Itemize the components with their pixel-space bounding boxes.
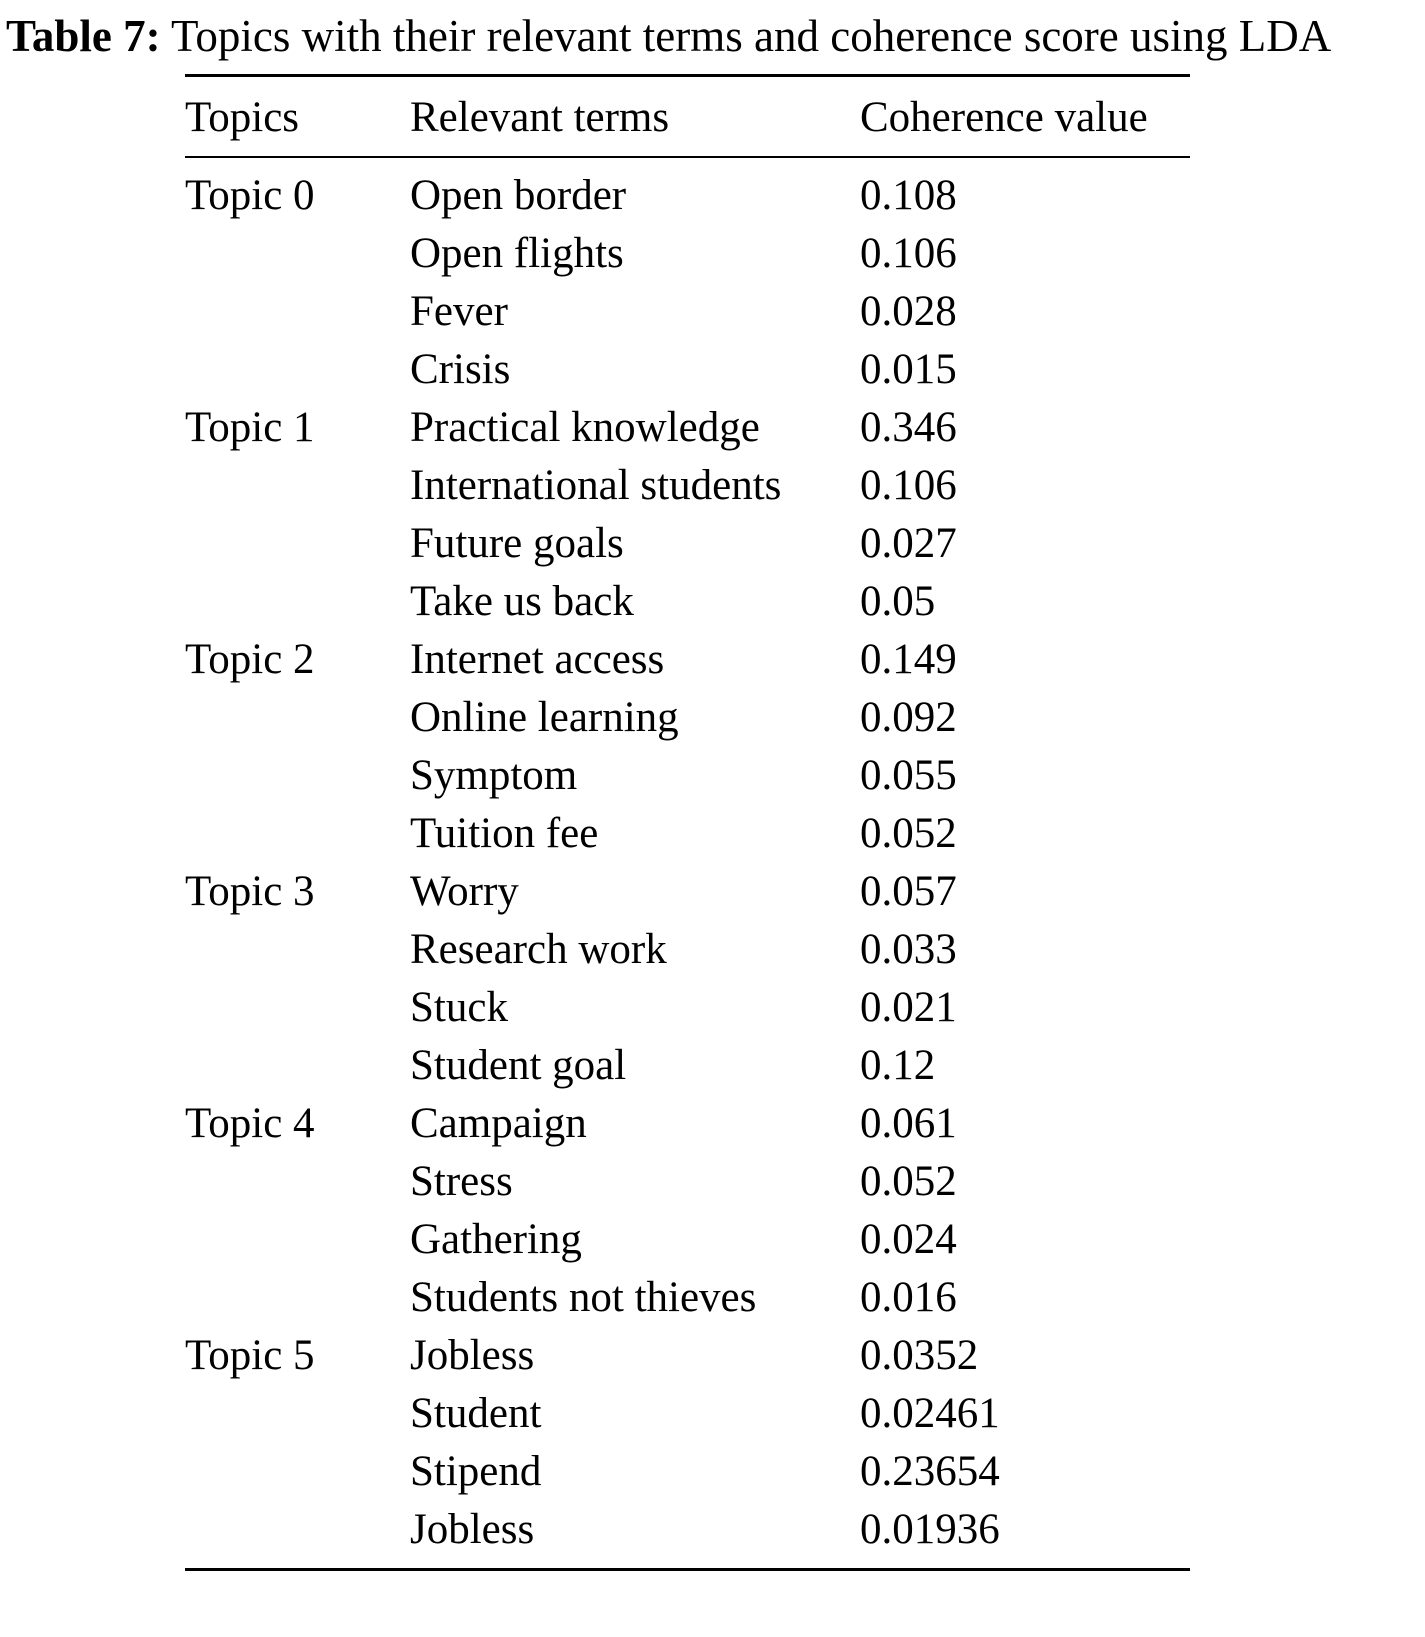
topic-cell <box>185 1210 410 1268</box>
table-row <box>185 1384 1190 1442</box>
lda-topics-table <box>185 74 1190 1571</box>
table-row <box>185 1268 1190 1326</box>
value-cell: 0.108 <box>860 171 957 219</box>
topic-cell <box>185 1268 410 1326</box>
value-cell: 0.346 <box>860 403 957 451</box>
table-row <box>185 340 1190 398</box>
topic-cell <box>185 1442 410 1500</box>
table-row <box>185 630 1190 688</box>
topic-cell <box>185 978 410 1036</box>
term-cell: Student goal <box>410 1041 627 1089</box>
table-row <box>185 1210 1190 1268</box>
table-row <box>185 398 1190 456</box>
topic-cell <box>185 572 410 630</box>
table-row <box>185 688 1190 746</box>
term-cell: Tuition fee <box>410 809 599 857</box>
value-cell: 0.061 <box>860 1099 957 1147</box>
table-row <box>185 224 1190 282</box>
topic-cell: Topic 5 <box>185 1331 315 1379</box>
term-cell: Student <box>410 1389 542 1437</box>
topic-cell: Topic 3 <box>185 867 315 915</box>
value-cell: 0.23654 <box>860 1447 1000 1495</box>
table-caption-label: Table 7: <box>6 11 161 61</box>
topic-cell <box>185 456 410 514</box>
value-cell: 0.106 <box>860 461 957 509</box>
header-coherence-value: Coherence value <box>860 76 1190 158</box>
table-row <box>185 1442 1190 1500</box>
value-cell: 0.057 <box>860 867 957 915</box>
term-cell: Fever <box>410 287 508 335</box>
table-row <box>185 862 1190 920</box>
table-row <box>185 514 1190 572</box>
term-cell: Take us back <box>410 577 634 625</box>
term-cell: Worry <box>410 867 519 915</box>
table-row <box>185 456 1190 514</box>
term-cell: Open flights <box>410 229 624 277</box>
header-row <box>185 76 1190 158</box>
term-cell: International students <box>410 461 782 509</box>
value-cell: 0.052 <box>860 1157 957 1205</box>
topic-cell: Topic 1 <box>185 403 315 451</box>
topic-cell <box>185 688 410 746</box>
table-row <box>185 804 1190 862</box>
value-cell: 0.015 <box>860 345 957 393</box>
table-row <box>185 1036 1190 1094</box>
value-cell: 0.149 <box>860 635 957 683</box>
value-cell: 0.016 <box>860 1273 957 1321</box>
term-cell: Jobless <box>410 1331 535 1379</box>
value-cell: 0.01936 <box>860 1505 1000 1553</box>
value-cell: 0.027 <box>860 519 957 567</box>
topic-cell <box>185 746 410 804</box>
table-row <box>185 572 1190 630</box>
topic-cell: Topic 0 <box>185 171 315 219</box>
topic-cell <box>185 224 410 282</box>
value-cell: 0.028 <box>860 287 957 335</box>
term-cell: Research work <box>410 925 667 973</box>
value-cell: 0.055 <box>860 751 957 799</box>
table-row <box>185 978 1190 1036</box>
topic-cell <box>185 804 410 862</box>
term-cell: Stuck <box>410 983 508 1031</box>
term-cell: Open border <box>410 171 627 219</box>
table-header <box>185 76 1190 158</box>
topic-cell <box>185 1036 410 1094</box>
table-row <box>185 1152 1190 1210</box>
term-cell: Crisis <box>410 345 511 393</box>
term-cell: Students not thieves <box>410 1273 757 1321</box>
table-row <box>185 920 1190 978</box>
term-cell: Jobless <box>410 1505 535 1553</box>
table-row <box>185 1094 1190 1152</box>
table-caption <box>0 0 1425 74</box>
table-row <box>185 282 1190 340</box>
table-row <box>185 1326 1190 1384</box>
table-caption-text: Topics with their relevant terms and coherence score using LDA <box>160 11 1332 61</box>
header-topics: Topics <box>185 76 410 158</box>
topic-cell: Topic 2 <box>185 635 315 683</box>
value-cell: 0.021 <box>860 983 957 1031</box>
value-cell: 0.092 <box>860 693 957 741</box>
term-cell: Gathering <box>410 1215 582 1263</box>
table-body <box>185 157 1190 1570</box>
topic-cell <box>185 1152 410 1210</box>
value-cell: 0.12 <box>860 1041 936 1089</box>
term-cell: Stipend <box>410 1447 542 1495</box>
topic-cell <box>185 920 410 978</box>
term-cell: Stress <box>410 1157 513 1205</box>
topic-cell <box>185 1500 410 1570</box>
header-relevant-terms: Relevant terms <box>410 76 860 158</box>
topic-cell: Topic 4 <box>185 1099 315 1147</box>
value-cell: 0.02461 <box>860 1389 1000 1437</box>
term-cell: Future goals <box>410 519 624 567</box>
topic-cell <box>185 514 410 572</box>
value-cell: 0.052 <box>860 809 957 857</box>
term-cell: Campaign <box>410 1099 587 1147</box>
value-cell: 0.05 <box>860 577 936 625</box>
topic-cell <box>185 1384 410 1442</box>
topic-cell <box>185 340 410 398</box>
value-cell: 0.024 <box>860 1215 957 1263</box>
term-cell: Internet access <box>410 635 665 683</box>
term-cell: Symptom <box>410 751 578 799</box>
term-cell: Online learning <box>410 693 679 741</box>
topic-cell <box>185 282 410 340</box>
table-row <box>185 746 1190 804</box>
value-cell: 0.033 <box>860 925 957 973</box>
table-row <box>185 1500 1190 1570</box>
value-cell: 0.106 <box>860 229 957 277</box>
term-cell: Practical knowledge <box>410 403 760 451</box>
value-cell: 0.0352 <box>860 1331 979 1379</box>
table-row <box>185 157 1190 224</box>
